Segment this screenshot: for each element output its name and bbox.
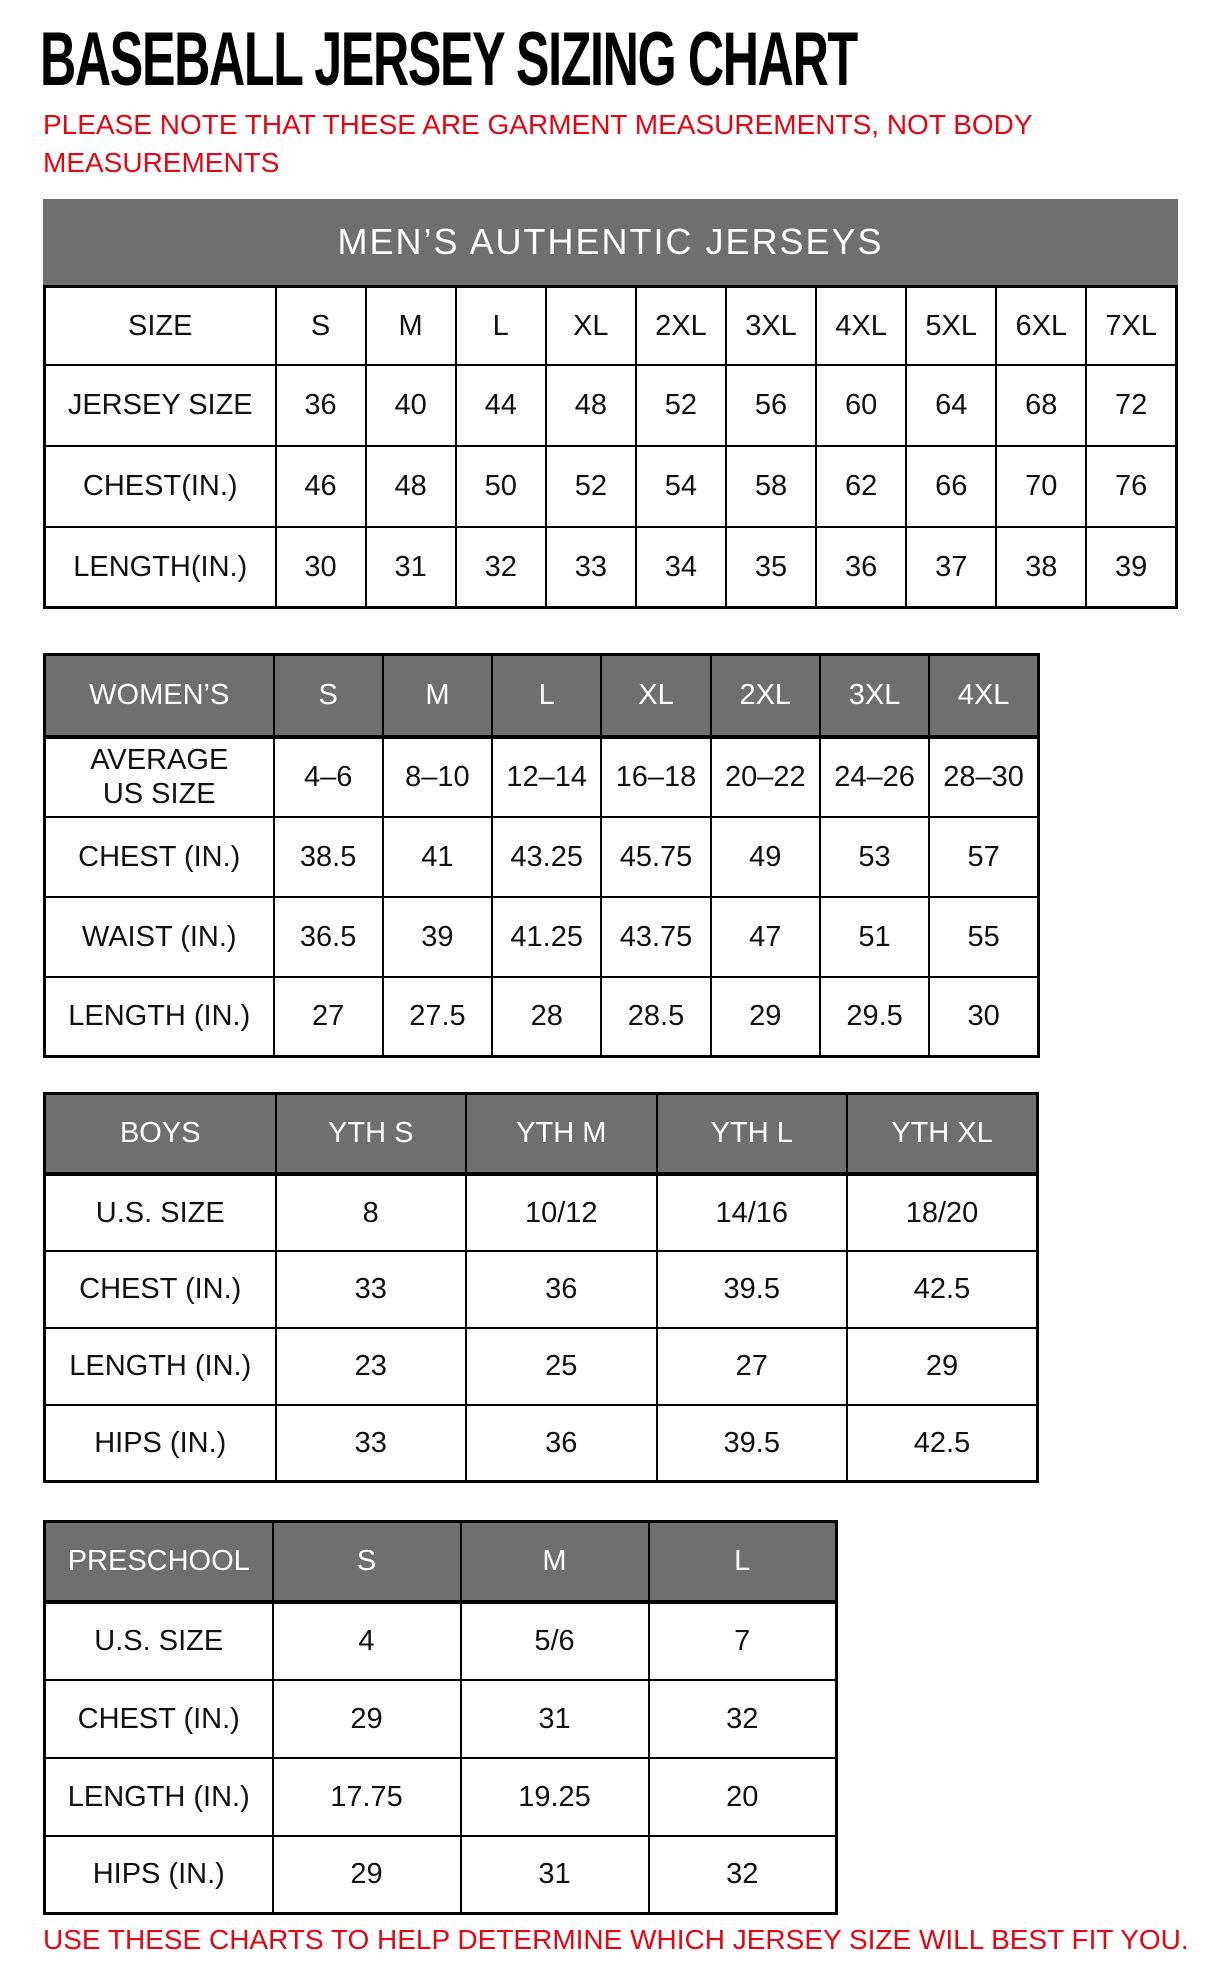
row-header: WAIST (IN.) xyxy=(45,897,274,977)
table-cell: 32 xyxy=(649,1680,837,1758)
boys-sizing-table xyxy=(43,1092,1039,1483)
table-cell: 48 xyxy=(546,365,636,446)
column-header: YTH L xyxy=(657,1094,848,1174)
table-cell: 51 xyxy=(820,897,929,977)
table-cell: 4 xyxy=(273,1602,461,1680)
table-cell: 49 xyxy=(711,817,820,897)
row-header: LENGTH (IN.) xyxy=(45,1328,276,1405)
column-header: PRESCHOOL xyxy=(45,1522,273,1602)
table-row xyxy=(45,1251,1038,1328)
row-header: U.S. SIZE xyxy=(45,1602,273,1680)
table-cell: 39.5 xyxy=(657,1251,848,1328)
table-cell: 34 xyxy=(636,527,726,608)
table-cell: 38 xyxy=(996,527,1086,608)
table-cell: 29 xyxy=(273,1836,461,1914)
table-cell: 39 xyxy=(383,897,492,977)
table-cell: 29 xyxy=(711,977,820,1057)
womens-sizing-table xyxy=(43,653,1040,1058)
table-row xyxy=(45,1836,837,1914)
footer-note: USE THESE CHARTS TO HELP DETERMINE WHICH JERSEY SIZE WILL BEST FIT YOU. xyxy=(43,1924,1189,1955)
table-cell: 17.75 xyxy=(273,1758,461,1836)
table-cell: 31 xyxy=(461,1680,649,1758)
table-cell: 10/12 xyxy=(466,1174,657,1251)
table-row xyxy=(45,527,1177,608)
table-cell: 38.5 xyxy=(274,817,383,897)
table-cell: 35 xyxy=(726,527,816,608)
table-row xyxy=(45,897,1039,977)
column-header: 3XL xyxy=(820,655,929,737)
row-header: CHEST (IN.) xyxy=(45,817,274,897)
table-cell: 18/20 xyxy=(847,1174,1038,1251)
table-cell: 58 xyxy=(726,446,816,527)
column-header: L xyxy=(456,287,546,365)
table-cell: 45.75 xyxy=(601,817,710,897)
table-cell: 55 xyxy=(929,897,1038,977)
column-header: M xyxy=(383,655,492,737)
table-cell: 20 xyxy=(649,1758,837,1836)
table-cell: 46 xyxy=(276,446,366,527)
table-cell: 30 xyxy=(276,527,366,608)
column-header: YTH M xyxy=(466,1094,657,1174)
column-header: 2XL xyxy=(711,655,820,737)
column-header: L xyxy=(649,1522,837,1602)
table-row xyxy=(45,1758,837,1836)
table-cell: 24–26 xyxy=(820,737,929,817)
table-cell: 8 xyxy=(276,1174,467,1251)
table-cell: 33 xyxy=(276,1405,467,1482)
table-cell: 31 xyxy=(461,1836,649,1914)
table-cell: 39 xyxy=(1086,527,1176,608)
table-cell: 37 xyxy=(906,527,996,608)
table-cell: 52 xyxy=(636,365,726,446)
table-cell: 28–30 xyxy=(929,737,1038,817)
table-header-row xyxy=(45,287,1177,365)
row-header: AVERAGE US SIZE xyxy=(45,737,274,817)
column-header: BOYS xyxy=(45,1094,276,1174)
table-cell: 33 xyxy=(546,527,636,608)
row-header: HIPS (IN.) xyxy=(45,1836,273,1914)
column-header: 7XL xyxy=(1086,287,1176,365)
table-cell: 40 xyxy=(366,365,456,446)
table-cell: 36 xyxy=(466,1405,657,1482)
row-header: CHEST (IN.) xyxy=(45,1251,276,1328)
column-header: 3XL xyxy=(726,287,816,365)
table-cell: 36 xyxy=(466,1251,657,1328)
table-cell: 41.25 xyxy=(492,897,601,977)
table-header-row xyxy=(45,655,1039,737)
table-cell: 36 xyxy=(276,365,366,446)
column-header: XL xyxy=(601,655,710,737)
table-cell: 53 xyxy=(820,817,929,897)
row-header: LENGTH (IN.) xyxy=(45,1758,273,1836)
garment-measurements-note: PLEASE NOTE THAT THESE ARE GARMENT MEASUREMENTS, NOT BODY MEASUREMENTS xyxy=(43,109,1033,178)
column-header: 5XL xyxy=(906,287,996,365)
table-cell: 57 xyxy=(929,817,1038,897)
table-row xyxy=(45,1680,837,1758)
table-cell: 48 xyxy=(366,446,456,527)
table-cell: 50 xyxy=(456,446,546,527)
row-header: HIPS (IN.) xyxy=(45,1405,276,1482)
column-header: 4XL xyxy=(929,655,1038,737)
column-header: 2XL xyxy=(636,287,726,365)
table-cell: 76 xyxy=(1086,446,1176,527)
table-row xyxy=(45,1328,1038,1405)
table-cell: 43.25 xyxy=(492,817,601,897)
table-cell: 29 xyxy=(273,1680,461,1758)
column-header: L xyxy=(492,655,601,737)
table-cell: 27 xyxy=(274,977,383,1057)
table-cell: 52 xyxy=(546,446,636,527)
table-cell: 8–10 xyxy=(383,737,492,817)
column-header: S xyxy=(276,287,366,365)
table-cell: 20–22 xyxy=(711,737,820,817)
table-cell: 27.5 xyxy=(383,977,492,1057)
row-header: CHEST (IN.) xyxy=(45,1680,273,1758)
table-cell: 41 xyxy=(383,817,492,897)
column-header: 6XL xyxy=(996,287,1086,365)
table-cell: 4–6 xyxy=(274,737,383,817)
table-cell: 5/6 xyxy=(461,1602,649,1680)
table-cell: 23 xyxy=(276,1328,467,1405)
table-cell: 14/16 xyxy=(657,1174,848,1251)
row-header: CHEST(IN.) xyxy=(45,446,276,527)
row-header: JERSEY SIZE xyxy=(45,365,276,446)
table-cell: 70 xyxy=(996,446,1086,527)
table-cell: 7 xyxy=(649,1602,837,1680)
table-cell: 31 xyxy=(366,527,456,608)
table-row xyxy=(45,977,1039,1057)
table-cell: 32 xyxy=(456,527,546,608)
table-cell: 72 xyxy=(1086,365,1176,446)
column-header: S xyxy=(274,655,383,737)
table-header-row xyxy=(45,1094,1038,1174)
preschool-sizing-table xyxy=(43,1520,838,1915)
table-cell: 28 xyxy=(492,977,601,1057)
column-header: M xyxy=(366,287,456,365)
table-row xyxy=(45,1405,1038,1482)
table-cell: 54 xyxy=(636,446,726,527)
table-cell: 39.5 xyxy=(657,1405,848,1482)
table-cell: 36.5 xyxy=(274,897,383,977)
table-row xyxy=(45,817,1039,897)
table-cell: 66 xyxy=(906,446,996,527)
table-cell: 43.75 xyxy=(601,897,710,977)
table-cell: 29.5 xyxy=(820,977,929,1057)
table-cell: 68 xyxy=(996,365,1086,446)
table-cell: 42.5 xyxy=(847,1251,1038,1328)
table-cell: 27 xyxy=(657,1328,848,1405)
mens-table-banner: MEN’S AUTHENTIC JERSEYS xyxy=(43,199,1178,285)
table-cell: 44 xyxy=(456,365,546,446)
column-header: XL xyxy=(546,287,636,365)
table-cell: 33 xyxy=(276,1251,467,1328)
table-cell: 28.5 xyxy=(601,977,710,1057)
column-header: 4XL xyxy=(816,287,906,365)
table-cell: 36 xyxy=(816,527,906,608)
row-header: LENGTH (IN.) xyxy=(45,977,274,1057)
table-cell: 56 xyxy=(726,365,816,446)
table-row xyxy=(45,1602,837,1680)
table-cell: 16–18 xyxy=(601,737,710,817)
table-row xyxy=(45,1174,1038,1251)
table-row xyxy=(45,737,1039,817)
table-row xyxy=(45,446,1177,527)
page-title: BASEBALL JERSEY SIZING CHART xyxy=(40,17,857,102)
table-cell: 29 xyxy=(847,1328,1038,1405)
table-cell: 12–14 xyxy=(492,737,601,817)
table-cell: 30 xyxy=(929,977,1038,1057)
column-header: WOMEN’S xyxy=(45,655,274,737)
table-row xyxy=(45,365,1177,446)
table-header-row xyxy=(45,1522,837,1602)
table-cell: 19.25 xyxy=(461,1758,649,1836)
column-header: M xyxy=(461,1522,649,1602)
table-cell: 64 xyxy=(906,365,996,446)
row-header: LENGTH(IN.) xyxy=(45,527,276,608)
table-cell: 47 xyxy=(711,897,820,977)
column-header: S xyxy=(273,1522,461,1602)
column-header: YTH S xyxy=(276,1094,467,1174)
table-cell: 25 xyxy=(466,1328,657,1405)
table-cell: 60 xyxy=(816,365,906,446)
column-header: SIZE xyxy=(45,287,276,365)
table-cell: 32 xyxy=(649,1836,837,1914)
column-header: YTH XL xyxy=(847,1094,1038,1174)
table-cell: 62 xyxy=(816,446,906,527)
row-header: U.S. SIZE xyxy=(45,1174,276,1251)
table-cell: 42.5 xyxy=(847,1405,1038,1482)
mens-sizing-table xyxy=(43,285,1178,609)
